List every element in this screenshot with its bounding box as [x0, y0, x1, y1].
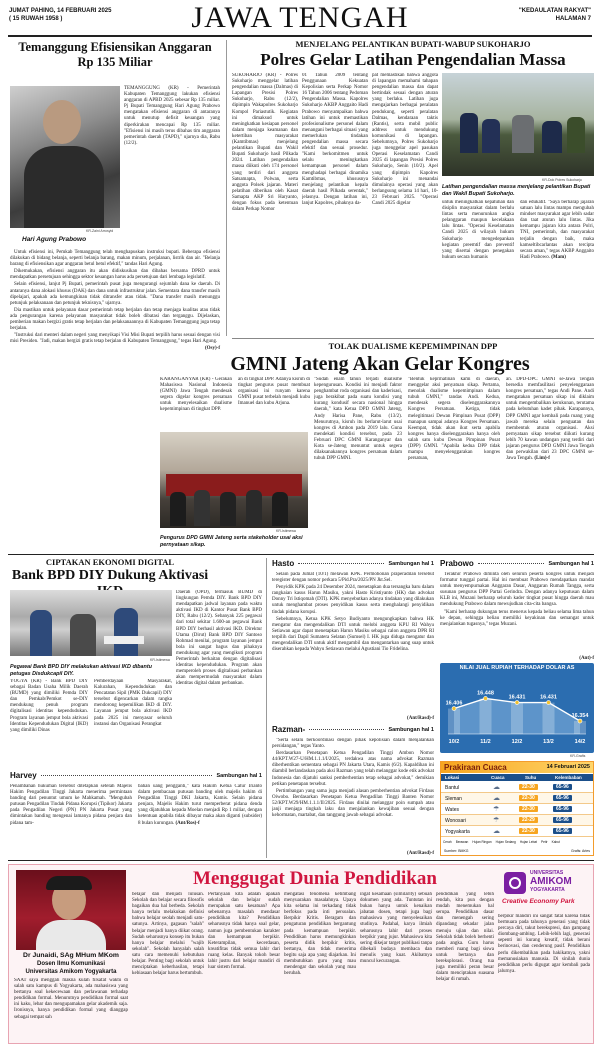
ad-headline: Menggugat Dunia Pendidikan — [193, 868, 437, 889]
cuaca-location: Yogyakarta — [445, 829, 470, 835]
kurs-tick-label: 11/2 — [480, 739, 491, 745]
harvey-continued: Sambungan hal 1 — [216, 772, 262, 779]
razman-dotted-rule — [309, 729, 384, 730]
prabowo-body — [440, 572, 594, 656]
cuaca-humidity: 65-96 — [553, 828, 572, 834]
razman-signoff: (Ant/Rasd)-f — [407, 851, 434, 856]
kurs-bar — [480, 698, 492, 734]
kurs-tick-label: 13/2 — [543, 739, 554, 745]
ad-author-name: Dr Junaidi, SAg MHum MKom — [23, 952, 119, 959]
cuaca-legend-item: Hujan Sedang — [495, 840, 516, 844]
masthead-date: JUMAT PAHING, 14 FEBRUARI 2025 — [9, 8, 112, 14]
hasto-paragraph: Penyidik KPK pada 24 Desember 2024, menetapkan dua tersangka baru dalam rangkaian kasus Harun Masiku, yakni Hasto Kristiyanto (HK) dan advokat Donny Tri Istiqomah (DTI). KPK menyebutkan adanya tindakan yang dilakukan untuk menghambat proses penyidikan kasus serta menghalangi penyidikan tindak pidana korupsi. — [272, 585, 434, 615]
kurs-tick-label: 14/2 — [574, 739, 586, 745]
harvey-dotted-rule — [41, 775, 213, 776]
cuaca-humidity: 65-96 — [553, 784, 572, 790]
ad-col1: belajar dan menjadi lulusan. Sekolah dan belajar secara filosofis bagaikan dua hal berbeda. Sekolah hanya terlalu melakukan definisi bahwa belajar seolah menjadi satu-satunya. Artinya, gagasan "salah" belajar menjadi hanya diikat orang. Sudah seharusnya konsep itu bukan hanya belajar melalui "wajib sekolah". Sekolah hanyalah salah satu cara memenuhi kebutuhan belajar. Penting bagi sekolah untuk menciptakan keberhasilan, tetapi kebiasaan belajar harus bertumbuh. — [132, 892, 204, 977]
prabowo-paragraph: "Kami berharap dukungan terus menerus kepada beliau selama lima tahun ke depan, sehingga beliau memiliki keyakinan dan semangat untuk menjalankan tugasnya," tegas Muzani. — [440, 609, 594, 627]
gmni-signoff: (Lim)-f — [534, 456, 550, 462]
ad-logo-line2: AMIKOM — [530, 876, 572, 887]
kurs-point — [515, 701, 519, 705]
masthead-edition: ( 15 RUWAH 1958 ) — [9, 16, 63, 22]
masthead-rule — [8, 35, 592, 37]
ad-author-photo — [16, 870, 126, 950]
gmni-col1: KARANGANYAR (KR) - Gerakan Mahasiswa Nasional Indonesia (GMNI) Jawa Tengah mendesak segera digelar kongres persatuan untuk menyelesaikan dualisme kepemimpinan di tingkat DPP. — [160, 377, 232, 413]
cuaca-legend-item: Berawan — [455, 840, 469, 844]
cuaca-colheads — [441, 774, 593, 781]
cloud-icon: ☁ — [493, 828, 500, 835]
ad-logo — [498, 866, 590, 910]
kurs-title: NILAI JUAL RUPIAH TERHADAP DOLAR AS — [459, 665, 575, 671]
masthead-title: JAWA TENGAH — [191, 1, 409, 34]
gmni-col2: an di tingkat DPP. Adanya kisruh di tingkat pengurus pusat membuat organisasi ini runyam karena GMNI pusat terbelah menjadi kubu Imanuel dan kubu Arjuna. — [238, 377, 310, 407]
cuaca-row — [441, 782, 593, 793]
cuaca-row — [441, 815, 593, 826]
gmni-photo — [160, 432, 308, 528]
cuaca-legend-item: Hujan Ringan — [472, 840, 492, 844]
kurs-chart — [440, 672, 594, 753]
harvey-label: Harvey — [10, 771, 37, 780]
temanggung-photo-credit: KR-Zaini Arrosyid — [86, 229, 114, 233]
hasto-signoff: (Ant/Rasd)-f — [407, 716, 434, 721]
ad-author-role: Dosen Ilmu Komunikasi — [36, 961, 105, 967]
prabowo-label: Prabowo — [440, 559, 474, 568]
cuaca-location: Wates — [445, 807, 459, 813]
gmni-col4: "Bentuk keprihatinan kami di daerah, menggelar aksi penyatuan sikap. Pertama, menolak dualisme kepemimpinan dalam tubuh GMNI," tandas Andi. Kedua, mendesak segera diselenggarakannya Kongres Persatuan. Ketiga, tidak melegitimasi Dewan Pimpinan Pusat (DPP) manapun sampai adanya Kongres Persatuan. Keempat, tidak akan ikut serta apabila kongres hanya diselenggarakan hanya oleh salah satu kubu Dewan Pimpinan Pusat (DPP) GMNI. "Apabila kedua DPP tidak mampu menyelenggarakan kongres persatuan, — [408, 377, 500, 462]
ad-author-org: Universitas Amikom Yogyakarta — [25, 969, 117, 975]
cloud-icon: ☁ — [493, 784, 500, 791]
cuaca-humidity: 65-96 — [553, 806, 572, 812]
section-rule — [8, 554, 594, 555]
polres-kicker: MENJELANG PELANTIKAN BUPATI-WABUP SUKOHARJO — [295, 39, 531, 49]
cuaca-legend-item: Hujan Lebat — [519, 840, 538, 844]
kurs-point — [547, 701, 551, 705]
kurs-point — [452, 707, 456, 711]
cuaca-temp: 22-30 — [519, 795, 538, 801]
polres-col5-text: dan edukatif. "Saya berharap jajaran satuan lalu lintas mampu mengubah mindset masyarakat agar lebih sadar dan taat aturan lalu lintas. Jika kemampu jajaran kita antara Polri, TNI, pemerintah, dan masyarakat terjalin dengan baik, maka kamseltibcarlantas akan tercipta secara aman," tegas AKBP Anggaito Hadi Prabowo. — [520, 200, 594, 260]
polres-photo-credit: KR-Dok Polres Sukoharjo — [542, 178, 582, 182]
gmni-photo-credit: KR-Istimewa — [276, 529, 296, 533]
temanggung-paragraph: Selain efisiensi, lanjut Pj Bupati, pemerintah pusat juga mengurangi sejumlah dana ke daerah. Di antaranya dana alokasi khusus (DAK) dan dana untuk infrastruktur jalan. Sementara dana transfer masih dipelajari, apakah ada kemungkinan tidak ditransfer atau tidak. "Dana transfer masih menunggu petunjuk pelaksanaan dan petunjuk teknisnya," ujarnya. — [10, 282, 220, 306]
temanggung-paragraph: "Instruksi dari menteri dalam negeri yang menyikapi Visi Misi Bupati terpilih harus sesuai dengan visi misi Presiden. "Jadi, makan bergizi gratis tetap berjalan di Kabupaten Temanggung," tegas Hari Agung. — [10, 333, 220, 345]
cuaca-location: Wonosari — [445, 818, 467, 824]
cuaca-header — [441, 762, 593, 773]
polres-signoff: (Mam) — [551, 254, 566, 260]
kurs-value-label: 16.431 — [540, 694, 557, 701]
kurs-box — [440, 663, 594, 753]
ad-logo-icon — [504, 872, 526, 894]
cuaca-col-weather: Cuaca — [491, 775, 505, 780]
cloud-icon: ☂ — [493, 817, 500, 824]
column-divider — [226, 40, 227, 336]
gmni-headline: GMNI Jateng Akan Gelar Kongres — [230, 353, 530, 375]
bpd-col1: YOGYA (KR) - Bank BPD DIY sebagai Badan Usaha Milik Daerah (BUMD) yang dimiliki Pemda DIY dan Pemkab/Pemkot se-DIY mendukung penuh program digitalisasi identitas kependudukan. Program layanan jemput bola aktivasi Identitas Kependudukan Digital (IKD) yang dimiliki Dinas — [10, 679, 88, 733]
cuaca-legend-item: Cerah — [443, 840, 452, 844]
razman-header — [272, 725, 434, 734]
harvey-signoff: (Ant/Ros)-f — [175, 820, 200, 826]
cuaca-temp: 22-30 — [519, 784, 538, 790]
temanggung-paragraph: Dikemukakan, efisiensi anggaran itu akan didiskusikan dan dibahas bersama DPRD untuk mendapatkan persetujuan sehingga sektor keuangan harus ada persetujuan dari lembaga legislatif. — [10, 269, 220, 281]
cuaca-location: Bantul — [445, 785, 460, 791]
cuaca-rows — [441, 782, 593, 837]
prabowo-header — [440, 559, 594, 568]
cloud-icon: ☁ — [493, 795, 500, 802]
temanggung-body — [10, 250, 220, 353]
temanggung-headline: Temanggung Efisiensikan Anggaran Rp 135 Miliar — [18, 40, 212, 69]
polres-col5 — [520, 200, 594, 334]
column-divider — [266, 558, 267, 858]
gmni-col5 — [506, 377, 594, 551]
temanggung-signoff: (Osy)-f — [205, 346, 220, 352]
razman-paragraph: Pertimbangan yang sama juga menjadi alasan pemberhentian advokat Firdaus Oiwobo. Berdasarkan Penetapan Ketua Pengadilan Tinggi Banten Nomor 52/KPT.W29/HM.1.1.1/II/2025. Firdaus dinilai melanggar poin sumpah atau janji menjaga tingkah laku dan menjalankan kewajiban sesuai dengan kehormatan, martabat, dan tanggung jawab sebagai advokat. — [272, 788, 434, 819]
kurs-value-label: 16.406 — [445, 700, 463, 707]
cuaca-location: Sleman — [445, 796, 462, 802]
razman-label: Razman- — [272, 725, 306, 734]
section-rule — [8, 860, 594, 861]
kurs-credit: KR-Grafis — [570, 754, 586, 758]
ad-col5: pendidikan yang lebih rendah, kita pun dengan mudah menemukan hal serupa. Pendidikan dasar dan menengah sering dipandang sekadar jalan menuju ujian dan nilai. Sekolah tidak boleh berhenti pada angka. Guru harus memberi ruang bagi siswa untuk bertanya dan bereksplorasi. Orang tua juga memiliki peran besar dalam menciptakan suasana belajar di rumah. — [436, 892, 494, 983]
cuaca-legend-item: Petir — [541, 840, 548, 844]
kurs-value-label: 16.431 — [508, 694, 526, 701]
cuaca-row — [441, 826, 593, 837]
polres-photo — [442, 73, 594, 176]
bpd-photo — [10, 590, 172, 656]
polres-headline: Polres Gelar Latihan Pengendalian Massa — [260, 50, 566, 69]
ad-col4: ingat kesamaan (similarity) sebuah dokumen yang ada. Tuntutan ini bukan hanya untuk kenaikan jabatan dosen, tetapi juga bagi mahasiswa yang menyelesaikan studinya. Padahal, karya ilmiah seharusnya lahir dari proses berpikir yang jujur. Mahasiswa kita sering dikejar target publikasi tanpa dibekali budaya membaca dan menulis yang kuat. Akibatnya muncul kecurangan. — [360, 892, 432, 965]
cuaca-credit: Grafis: Aries — [570, 849, 590, 853]
hasto-paragraph: Selain pada Jumat (10/1) melawan KPK. Permohonan praperadilan tersebut teregister dengan nomor perkara 5/Pid.Pra/2025/PN Jkt.Sel. — [272, 572, 434, 584]
hasto-continued: Sambungan hal 1 — [388, 560, 434, 567]
bpd-headline: Bank BPD DIY Dukung Aktivasi — [11, 568, 209, 583]
gmni-caption: Pengurus DPD GMNI Jateng serta stakeholder usai aksi pernyataan sikap. — [160, 535, 303, 548]
cloud-icon: ☂ — [493, 806, 500, 813]
bpd-side: Daerah (OPD), termasuk BUMD di lingkungan Pemda DIY. Bank BPD DIY mendapatkan jadwal layanan pada waktu aktivasi IKD di Kantor Pusat Bank BPD DIY, Rabu (12/2). Sebanyak 225 pegawai dari total sekitar 1.600-an pegawai Bank BPD DIY berhasil aktivasi IKD. Direktur Utama (Dirut) Bank BPD DIY Santoso Rohmad menilai, program layanan jemput bola ini sangat bagus dan pihaknya mendukung agar yang mengikuti program Pemerintah berkaitan dengan digitalisasi identitas kependudukan. Program akan memperoleh proses digitalisasi perbankan akan mempermudah masyarakat dalam identitas digital dalam perbankan. — [176, 590, 262, 687]
hasto-dotted-rule — [298, 563, 384, 564]
cuaca-legend-item: Kabut — [551, 840, 560, 844]
kurs-tick-label: 12/2 — [511, 739, 523, 745]
kurs-bar — [511, 703, 523, 734]
razman-body — [272, 738, 434, 852]
cuaca-col-humidity: Kelembaban — [555, 775, 582, 780]
hasto-label: Hasto — [272, 559, 295, 568]
masthead-rubric: "KEDAULATAN RAKYAT" — [518, 8, 591, 14]
kurs-value-label: 16.354 — [571, 713, 589, 720]
cuaca-date: 14 Februari 2025 — [546, 764, 590, 770]
harvey-col2-text: bahan uang pengganti," kata Hakim Ketua Catur Irianto dalam pembacaan putusan banding oleh majelis hakim di Pengadilan Tinggi DKI Jakarta, Kamis. Selain pidana penjara, Majelis Hakim turut memperberat pidana denda yang dijatuhkan kepada Moelan menjadi Rp 1 miliar, dengan ketentuan apabila tidak dibayar maka akan diganti (subsider) 8 bulan kurungan. — [138, 784, 262, 826]
cuaca-col-temp: Suhu — [525, 775, 537, 780]
bpd-photo-credit: KR-Istimewa — [150, 658, 170, 662]
harvey-header — [10, 771, 262, 780]
kurs-bar — [543, 703, 555, 734]
cuaca-row — [441, 804, 593, 815]
polres-col2: 01 Tahun 2009 tentang Penggunaan Kekuatan Kepolisian serta Perkap Nomor 16 Tahun 2006 tentang Pedoman Pengendalian Massa. Kapolres Sukoharjo AKBP Anggaito Hadi Prabowo menyampaikan bahwa latihan ini untuk memastikan profesionalisme personel dalam menangani berbagai situasi yang memerlukan tindakan pengendalian massa secara efektif dan sesuai prosedur. "Kami berkomitmen untuk selalu meningkatkan kemampuan personel dalam menghadapi berbagai dinamika Kamtibmas, khususnya menjelang pelantikan kepala daerah hasil Pilkada serentak," jelasnya. Dengan latihan ini, lanjut Kapolres, pihaknya da- — [302, 73, 368, 206]
cuaca-humidity: 65-96 — [553, 817, 572, 823]
gmni-col5-text: an. DPD-DPC GMNI se-Jawa Tengah bersedia memfasilitasi penyelenggaraan kongres persatuan," tegas Andi Pane. Andi mengatakan persatuan sikap ini diklaim untuk mengembalikan kerukunan, terutama pada kebutuhan kadet pihak. Karapannya, DPP GMNI agar kembali pada ruang yang jawab mereka selain penguatan dan membentuk aturan organisasi. Aksi pernyataan sikap tersebut diikuti kurang lebih 70 kawan undangan yang terdiri dari jajaran pengurus DPD GMNI Jawa Tengah dan perwakilan dari 23 DPC GMNI se-Jawa Tengah. — [506, 377, 594, 462]
polres-col1: SUKOHARJO (KR) - Polres Sukoharjo menggelar latihan pengendalian massa (Dalmas) di Lapangan Presisi Polres Sukoharjo, Rabu (12/2), dipimpin Wakapolres Sukoharjo Kompol Pariastutik. Kegiatan ini dimaksud untuk meningkatkan kesiapan personel dalam menjaga keamanan dan ketertiban masyarakat (Kamtibmas) menjelang pelantikan Bupati dan Wakil Bupati Sukoharjo hasil Pilkada 2024. Latihan pengendalian massa diikuti oleh 174 personel yang terdiri dari anggota Satsamapta, Polwan, serta anggota Polsek jajaran. Materi pelatihan diberikan oleh Kasat Samapta AKP Sri Haryanto, dengan fokus pada ketentuan dalam Perkap Nomor — [232, 73, 298, 213]
polres-col4: untuk meningkatkan kepatuhan dan disiplin masyarakat dalam berlalu lintas serta menurunkan angka pelanggaran maupun kecelakaan lalu lintas. "Operasi Keselamatan Candi 2025 di wilayah hukum Sukoharjo mengedepankan kegiatan preemtif dan preventif yang disertai dengan penegakan hukum secara humanis — [442, 200, 514, 260]
temanggung-photo — [10, 86, 120, 228]
kurs-value-label: 16.448 — [477, 690, 494, 697]
ad-logo-tagline: Creative Economy Park — [502, 898, 575, 905]
prabowo-signoff: (Ant)-f — [579, 656, 594, 661]
cuaca-box — [440, 761, 594, 856]
temanggung-caption: Hari Agung Prabowo — [22, 236, 87, 243]
hasto-body — [272, 572, 434, 716]
temanggung-paragraph: Dia mastikan untuk pelayanan dasar pemerintah tetap berjalan dan tetap menjaga kualitas atau tidak ada pengurangan karena pelayanan masyarakat tidak boleh dibatasi dan terganggu. Dijelaskan, pemberian makan bergizi gratis tetap berjalan dan pelaksanaannya di Kabupaten Temanggung juga tetap berjalan. — [10, 307, 220, 332]
hasto-paragraph: Sebelumnya, Ketua KPK Setyo Budiyanto mengungkapkan bahwa HK mengatur dan mengendalikan DTI untuk melobi anggota KPU RI Wahyu Setiawan agar dapat menetapkan Harun Masiku sebagai calon anggota DPR RI terpilih dari Dapil Sumatera Selatan (Sumsel) I. HK juga diduga mengatur dan mengendalikan DTI untuk aktif mengambil dan mengantarkan uang suap untuk diserahkan kepada Wahyu Setiawan melalui Agustiani Tio Fridelina. — [272, 616, 434, 653]
gmni-kicker: TOLAK DUALISME KEPEMIMPINAN DPP — [328, 341, 498, 351]
kurs-point — [578, 719, 582, 723]
kurs-point — [484, 696, 488, 700]
polres-col3: pat memastikan bahwa anggota di lapangan memahami tahapan pengendalian massa dan dapat bertindak sesuai dengan aturan yang berlaku. Latihan juga mengajarkan berbagai peralatan pendukung, seperti peralatan Dalmas, kendaraan taktis (Rantis), serta mobil public address untuk mendukung komunikasi di lapangan. Sebelumnya, Polres Sukoharjo juga menggelar apel pasukan Operasi Keselamatan Candi 2025 di lapangan Presisi Polres Sukoharjo, Senin (10/2). Apel yang dipimpin Kapolres Sukoharjo ini menandai dimulainya operasi yang akan berlangsung selama 14 hari, 10-23 Februari 2025. "Operasi Candi 2025 digelar — [372, 73, 438, 206]
cuaca-temp: 22-30 — [519, 828, 538, 834]
cuaca-temp: 22-30 — [519, 806, 538, 812]
ad-col2: Pertanyaan kita adalah apakah sekolah dan belajar sudah merupakan satu kesatuan? Apa sebenarnya masalah mendasar pendidikan kita? Pendidikan seharusnya tidak hanya soal gelar, namun juga pembentukan karakter dan kemampuan berpikir. Keterampilan, kecerdasan, kreatifitas tidak semua lahir dari ruang kelas. Banyak tokoh besar lahir justru dari belajar mandiri di luar sistem formal. — [208, 892, 280, 971]
razman-continued: Sambungan hal 1 — [388, 726, 434, 733]
bpd-caption: Pegawai Bank BPD DIY melakukan aktivasi IKD dibantu petugas Disdukcapil DIY. — [10, 664, 152, 677]
harvey-col1: Penambahan hukuman tersebut ditetapkan setelah Majelis Hakim Pengadilan Tinggi Jakarta menerima permintaan banding dari penuntut umum ke Mahkamah. "Mengubah putusan Pengadilan Tindak Pidana Korupsi (Tipikor) Jakarta pada Pengadilan Negeri (PN) PN Jakarta Pusat yang dimintakan banding mengenai lamanya pidana penjara dan pidana tam- — [10, 784, 132, 826]
hasto-header — [272, 559, 434, 568]
razman-paragraph: Berdasarkan Penetapan Ketua Pengadilan Tinggi Ambon Nomor 44/KPT.W27-U/HM.1.1.1/I/2025, terdakwa atas nama advokat Razman diberhentikan sementara sebagai PN Jakarta Utara, Kamis (6/2). Kapaldihan ini diambil berlandaskan pada aksi Razman yang telah melanggar kode etik advokat Indonesia dan dijatuhi sanksi pemberhentian tetap sebagai advokat," demikian petikan penetapan tersebut. — [272, 751, 434, 787]
prabowo-paragraph: Terakhir Prabowo diminta oleh seluruh peserta kongres untuk menjadi formatur tunggal partai. Hal ini membuat Prabowo mendapatkan mandat untuk menyempurnakan Anggaran Dasar, Anggaran Rumah Tangga, serta susunan pengurus DPP Partai Gerindra. Dengan adanya keputusan dalam KLB ini, Muzani berharap seluruh kader tingkat pusat hingga daerah mau mendukung Prabowo dalam mewujudkan cita-cita bangsa. — [440, 572, 594, 608]
bpd-kicker: CIPTAKAN EKONOMI DIGITAL — [45, 557, 175, 567]
cuaca-temp: 22-29 — [519, 817, 538, 823]
temanggung-paragraph: Untuk efisiensi ini, Pemkab Temanggung telah menghapuskan instruksi bupati. Beberapa efisiensi dilakukan di bidang belanja, seperti belanja barang, makan minum, perjalanan, listrik dan air. "Belanja barang di efisiensikan agar anggaran betul betul efektif," tandas Hari Agung. — [10, 250, 220, 268]
prabowo-dotted-rule — [478, 563, 545, 564]
ad-logo-line1: UNIVERSITAS — [530, 870, 564, 876]
polres-caption: Latihan pengendalian massa menjelang pelantikan Bupati dan Wakil Bupati Sukoharjo. — [442, 184, 591, 197]
cuaca-row — [441, 793, 593, 804]
gmni-col3: "Sudah enam tahun terjadi dualisme kepengurusan. Kondisi ini menjadi faktor penghambat roda organisasi dan kaderisasi, juga berakibat pada suatu kondisi yang kurang kondusif secara nasional hingga daerah," kata Ketua DPD GMNI Jateng, Andy Harisa Pane, Rabu (13/2). Menurutnya, kisruh itu berlarut-larut usai kongres di Ambon pada 2019 lalu. Guna mendekati kondisi tersebut, pada 23 Februari DPC GMNI Karanganyar dan Kota se-Jateng menuntut untuk segera dilaksanakannya kongres persatuan dalam tubuh DPP GMNI. — [314, 377, 402, 462]
ad-col6: berpikir mandiri ini sangat fatal karena tidak bermuara pada tahunya generasi yang tidak percaya diri, takut berekspresi, dan gampang diombang-ambing. Lebih-lebih lagi, generasi sepenti ini kurang kreatif, tidak berani berinovasi, dan cenderung pasif. Pendidikan perlu dikembalikan pada hakikatnya, yakni memanusiakan manusia. Di sinilah dunia pendidikan perlu digugat agar kembali pada jalurnya. — [498, 914, 590, 974]
cuaca-humidity: 65-96 — [553, 795, 572, 801]
masthead-page: HALAMAN 7 — [555, 16, 591, 22]
kurs-tick-label: 10/2 — [448, 739, 460, 745]
harvey-col2 — [138, 784, 262, 856]
kurs-bar — [448, 709, 460, 734]
cuaca-col-location: Lokasi — [445, 775, 460, 780]
prabowo-continued: Sambungan hal 1 — [548, 560, 594, 567]
cuaca-title: Prakiraan Cuaca — [444, 762, 507, 772]
ad-lead: SAAT saya menggali makna kulah filsafat waktu di salah satu kampus di Yogyakarta, ada mahasiswa yang bertanya soal kekecewaan dan perlawanan terhadap pendidikan formal. Menurutnya pendidikan formal saat ini kaku, lebar dan mengupamakan gelar akademik saja. Ironisnya, hanya pendidikan formal yang dianggap sebagai tempat sah — [14, 978, 128, 1020]
bpd-col2: Pemberdayaan Masyarakat, Kalurahan, Kependudukan dan Pencatatan Sipil (PMK Dukcapil) DIY tersebut digencarkan dalam rangka mendorong kepemilikan IKD di DIY. Layanan jemput bola aktivasi IKD pada 2025 ini menyasar seluruh instansi dan Organisasi Perangkat — [94, 679, 172, 727]
ad-logo-line3: YOGYAKARTA — [530, 887, 565, 893]
gmni-top-rule — [232, 338, 594, 339]
temanggung-lead: TEMANGGUNG (KR) - Pemerintah Kabupaten Temanggung lakukan efisiensi anggaran di APBD 2025 sebesar Rp 135 miliar. Pj Bupati Temanggung Hari Agung Prabowo mengatakan efisiensi anggaran di antaranya untuk menutup defisit keuangan yang diperkirakan mencapai Rp 135 miliar. "Efisiensi ini masih terus dibahas tim anggaran pemerintah daerah (TAPD)," ujarnya dia, Rabu (12/2). — [124, 86, 220, 146]
ad-col3: mengatasi fenomena ketimbang menyuarakan masalahnya. Upaya kita selama ini terkadang tidak berfokus pada inti persoalan. Berpikir Kritis. Beragam dan pengaturan pendidikan bergantung pada kemampuan berpikir. Pendidikan harus memungkinkan peserta didik berpikir kritis, bertanya, dan tidak menerima begitu saja apa yang diajarkan. Ini membutuhkan guru yang mau mendengar dan sekolah yang mau berubah. — [284, 892, 356, 977]
cuaca-source: Sumber: BMKG — [444, 849, 469, 853]
razman-paragraph: "Serta selalu berkoordinasi dengan pihak kepolisian dalam menjalankan persidangan," tegas Yanto. — [272, 738, 434, 750]
